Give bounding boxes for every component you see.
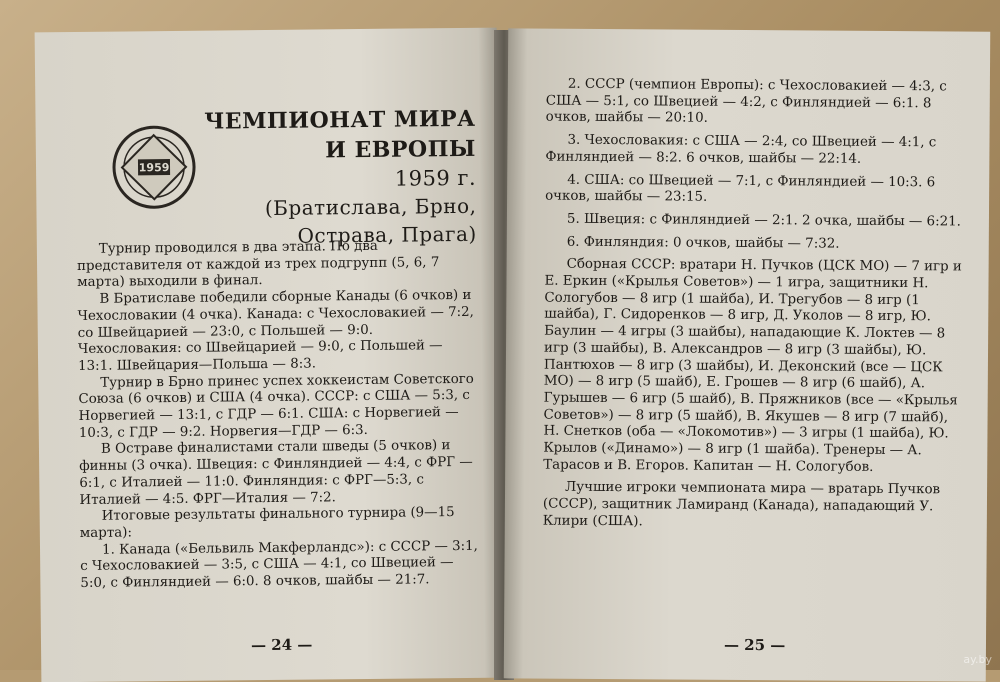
- paragraph: 2. СССР (чемпион Европы): с Чехословакией — 4:3, с США — 5:1, со Швецией — 4:2, с Финляндией — 6:1. 8 очков, шайбы — 20:10.: [545, 76, 947, 127]
- page-number-left: — 24 —: [250, 635, 313, 655]
- title-cities-1: (Братислава, Брно,: [264, 193, 477, 221]
- left-page: [35, 28, 504, 682]
- paragraph: 4. США: со Швецией — 7:1, с Финляндией — 10:3. 6 очков, шайбы — 23:15.: [545, 172, 936, 205]
- title-year: 1959 г.: [394, 165, 477, 191]
- paragraph: В Братиславе победили сборные Канады (6 очков) и Чехословакии (4 очка). Канада: с Чехословакией — 7:2, со Швейцарией — 23:0, с Польшей — 9:0. Чехословакия: со Швейцарией — 9:0, с Польшей — 13:1. Швейцария—Польша — 8:3.: [77, 287, 474, 374]
- title-line-1: ЧЕМПИОНАТ МИРА: [204, 105, 476, 135]
- title-block: [75, 48, 477, 248]
- paragraph: Турнир в Брно принес успех хоккеистам Советского Союза (6 очков) и США (4 очка). СССР: с США — 5:3, с Норвегией — 13:1, с ГДР — 6:1. США: с Норвегией — 10:3, с ГДР — 9:2. Норвегия—ГДР — 6:3.: [78, 371, 474, 441]
- right-page: [504, 28, 991, 681]
- watermark: ay.by: [963, 653, 992, 666]
- emblem-year: 1959: [138, 161, 170, 175]
- title-line-2: И ЕВРОПЫ: [324, 135, 476, 164]
- left-page-text: [77, 238, 481, 593]
- open-book: [38, 30, 988, 670]
- paragraph: Турнир проводился в два этапа. По два представителя от каждой из трех подгрупп (5, 6, 7 марта) выходили в финал.: [76, 238, 440, 291]
- title-cities-2: Острава, Прага): [297, 221, 477, 248]
- championship-emblem-icon: [112, 125, 197, 210]
- page-number-right: — 25 —: [723, 635, 786, 655]
- paragraph: 3. Чехословакия: с США — 2:4, со Швецией — 4:1, с Финляндией — 8:2. 6 очков, шайбы — 22:14.: [545, 132, 937, 167]
- paragraph: 5. Швеция: с Финляндией — 2:1. 2 очка, шайбы — 6:21.: [566, 211, 961, 230]
- paragraph: Сборная СССР: вратари Н. Пучков (ЦСК МО) — 7 игр и Е. Еркин («Крылья Советов») — 1 игра, защитники Н. Сологубов — 8 игр (1 шайба), И. Трегубов — 8 игр (1 шайба), Г. Сидоренков — 8 игр, Д. Уколов — 8 игр, Ю. Баулин — 4 игры (3 шайбы), нападающие К. Локтев — 8 игр (3 шайбы), В. Александров — 8 игр (3 шайбы), Ю. Пантюхов — 8 игр (3 шайбы), И. Деконский (все — ЦСК МО) — 8 игр (5 шайб), Е. Грошев — 8 игр (6 шайб), А. Гурышев — 6 игр (5 шайб), В. Пряжников (все — «Крылья Советов») — 8 игр (5 шайб), В. Якушев — 8 игр (7 шайб), Н. Снетков (оба — «Локомотив») — 3 игры (1 шайба), Ю. Крылов («Динамо») — 8 игр (1 шайба). Тренеры — А. Тарасов и В. Егоров. Капитан — Н. Сологубов.: [543, 257, 962, 475]
- paragraph: 6. Финляндия: 0 очков, шайбы — 7:32.: [566, 234, 840, 252]
- paragraph: Итоговые результаты финального турнира (9—15 марта):: [79, 505, 455, 541]
- paragraph: В Остраве финалистами стали шведы (5 очков) и финны (3 очка). Швеция: с Финляндией — 4:4, с ФРГ — 6:1, с Италией — 11:0. Финляндия: с ФРГ—5:3, с Италией — 4:5. ФРГ—Италия — 7:2.: [79, 438, 473, 508]
- paragraph: 1. Канада («Бельвиль Макферландс»): с СССР — 3:1, с Чехословакией — 3:5, с США — 4:1, со Швецией — 5:0, с Финляндией — 6:0. 8 очков, шайбы — 21:7.: [80, 538, 478, 592]
- paragraph: Лучшие игроки чемпионата мира — вратарь Пучков (СССР), защитник Ламиранд (Канада), нападающий У. Клири (США).: [542, 480, 941, 530]
